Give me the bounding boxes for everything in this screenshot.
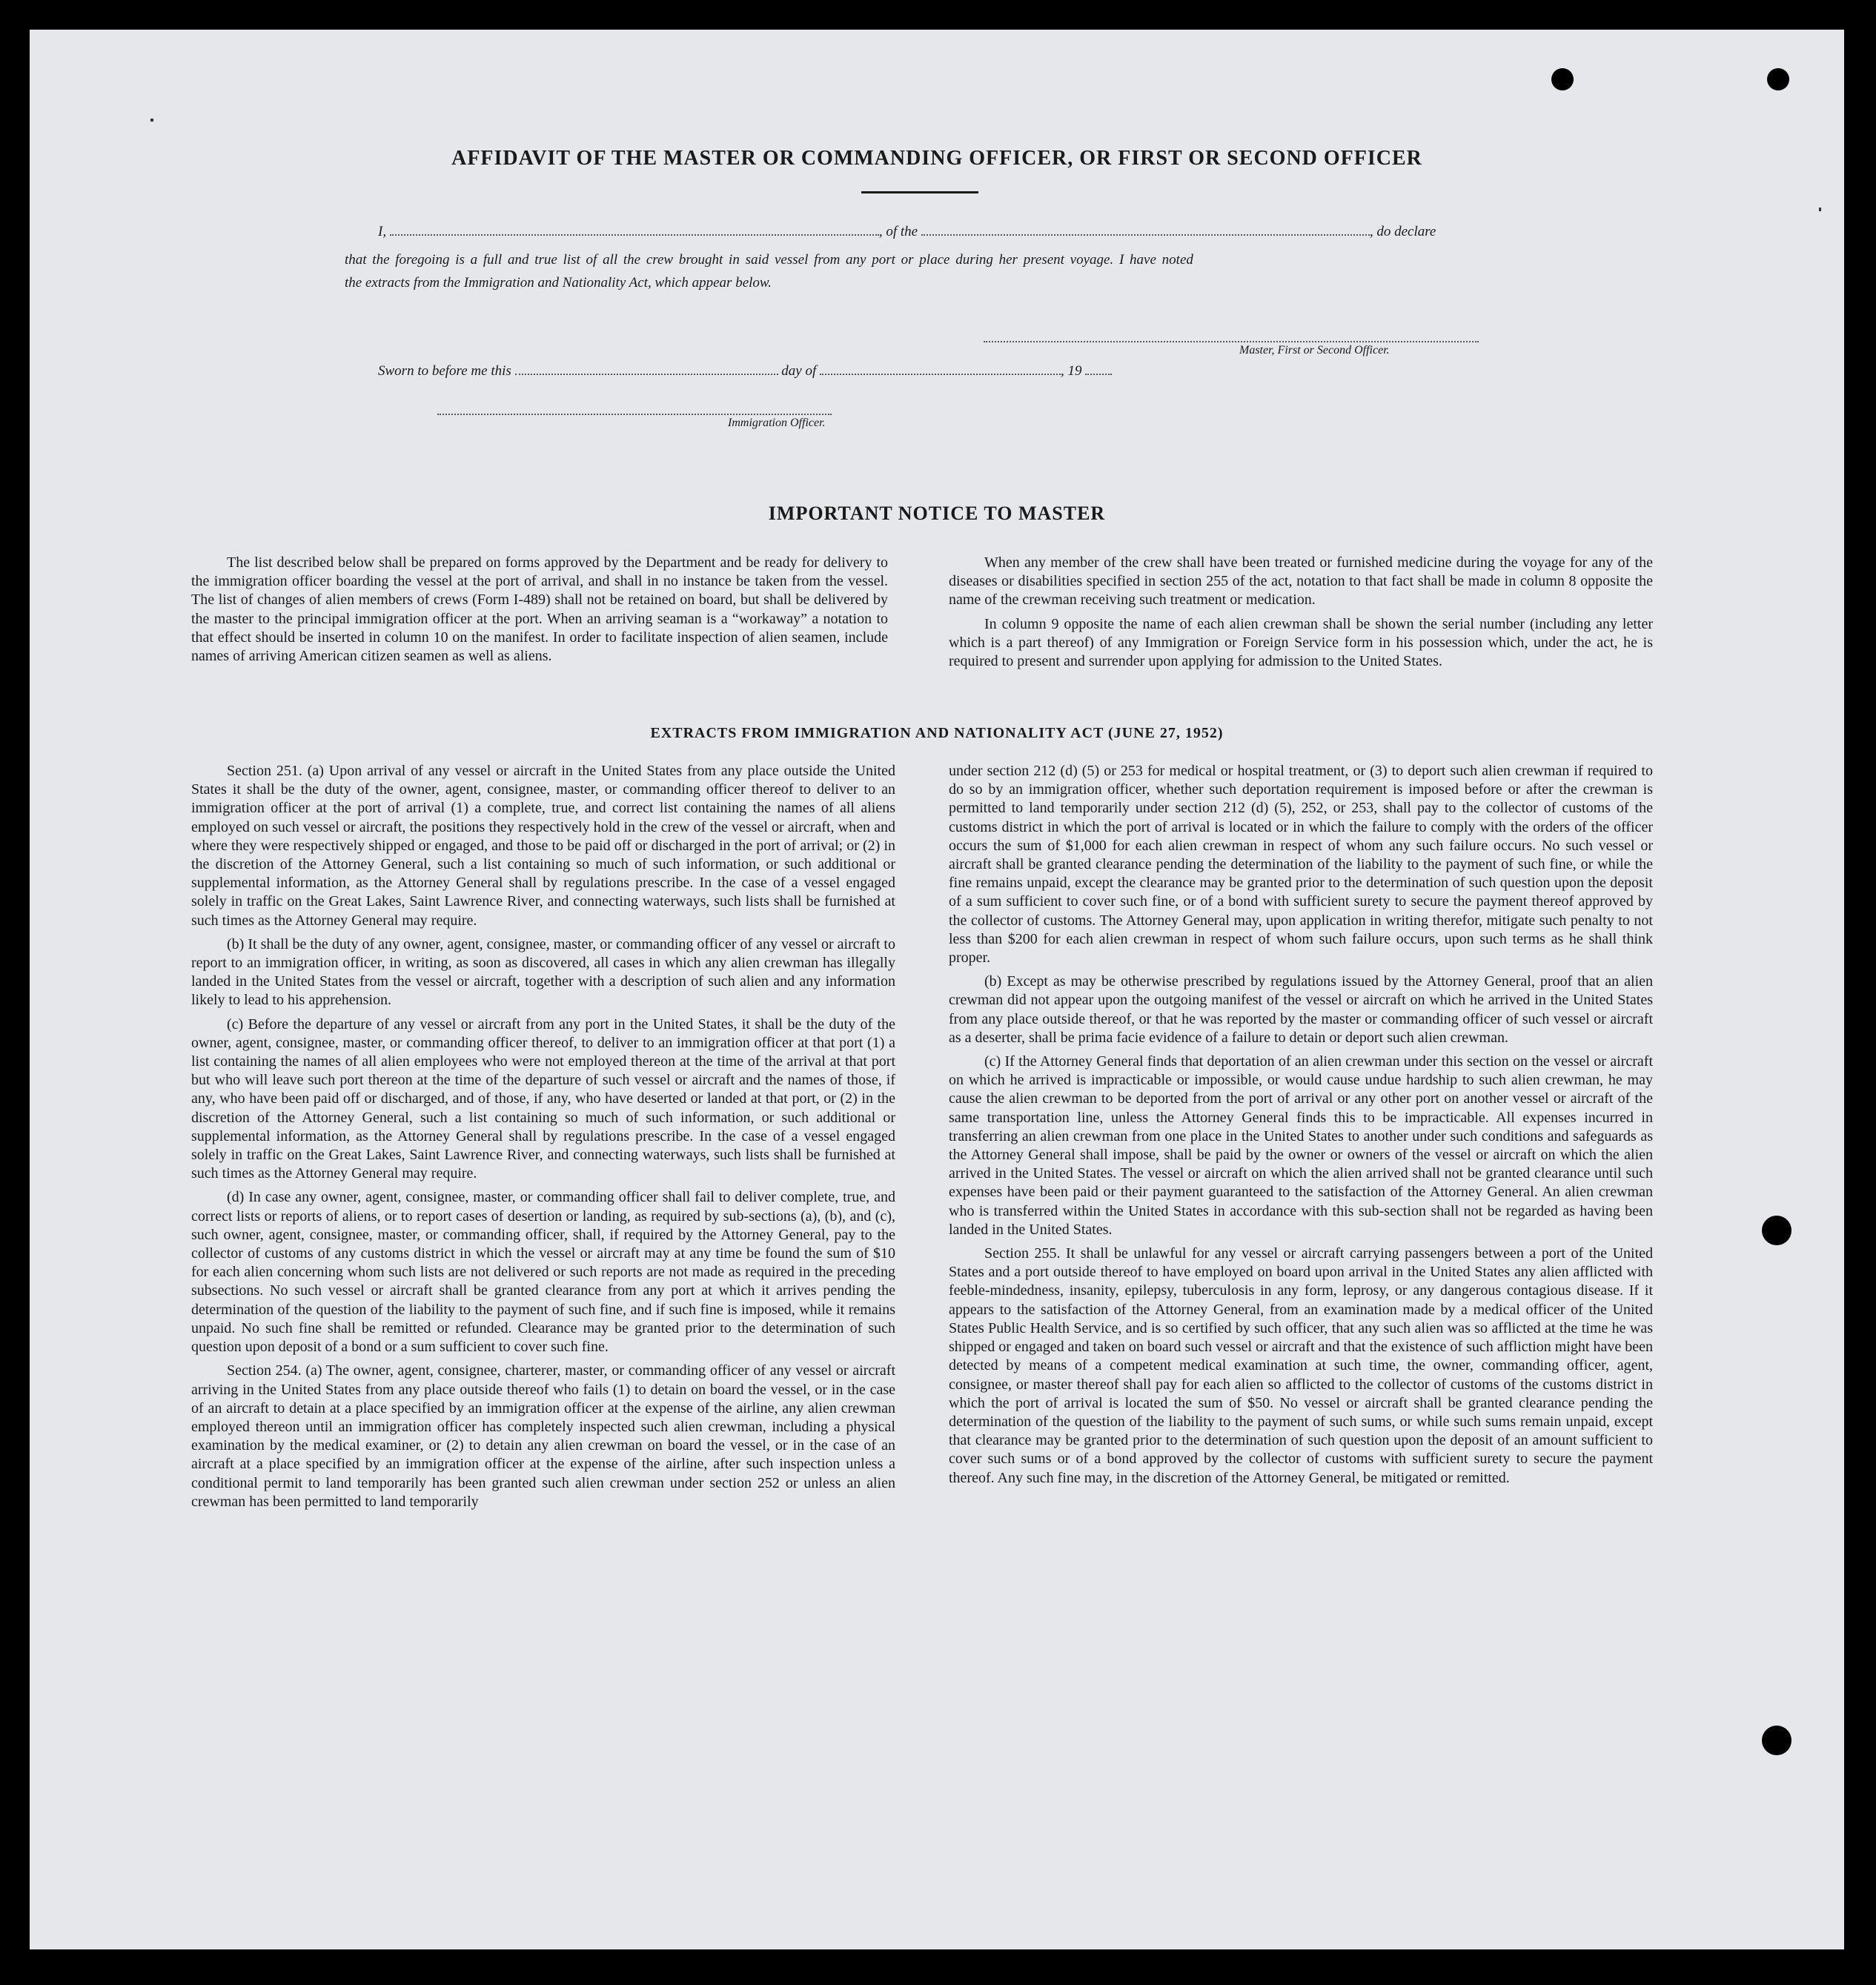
name-blank	[390, 224, 879, 236]
sworn-day-blank	[515, 363, 778, 375]
notice-right-paragraph: In column 9 opposite the name of each alien crewman shall be shown the serial number (including any letter which is a part thereof) of any Immigration or Foreign Service form in his possession which, under the act, he is required to present and surrender upon applying for admission to the United States.	[949, 615, 1653, 670]
sworn-month-blank	[820, 363, 1061, 375]
notice-right-column	[949, 554, 1653, 676]
affidavit-declare: , do declare	[1369, 224, 1436, 239]
document-page	[30, 30, 1844, 1949]
sworn-year-blank	[1085, 363, 1112, 375]
affidavit-line-2: that the foregoing is a full and true list of all the crew brought in said vessel from any port or place during her present voyage. I have noted	[345, 252, 1193, 268]
year-prefix: , 19	[1061, 363, 1082, 379]
scan-speck	[1819, 208, 1821, 211]
master-signature-line	[984, 341, 1479, 342]
extract-paragraph: under section 212 (d) (5) or 253 for medical or hospital treatment, or (3) to deport such alien crewman if required to do so by an immigration officer, whether such deportation requirement is imposed before or after the crewman is permitted to land temporarily under section 212 (d) (5), 252, or 253, shall pay to the collector of customs of the customs district in which the port of arrival is located or in which the failure to comply with the orders of the officer occurs the sum of $1,000 for each alien crewman in respect of whom any such failure occurs. No such vessel or aircraft shall be granted clearance pending the determination of the liability to the payment of such fine, or while the fine remains unpaid, except the clearance may be granted prior to the determination of such question upon the deposit of a sum sufficient to cover such fine, or of a bond with sufficient surety to secure the payment thereof approved by the collector of customs. The Attorney General may, upon application in writing therefor, mitigate such penalty to not less than $200 for each alien crewman in respect of whom such failure occurs, upon such terms as he shall think proper.	[949, 763, 1653, 967]
scan-speck	[150, 119, 153, 122]
affidavit-line-3: the extracts from the Immigration and Nationality Act, which appear below.	[345, 275, 772, 291]
notice-left-paragraph: The list described below shall be prepared on forms approved by the Department and be ready for delivery to the immigration officer boarding the vessel at the port of arrival, and shall in no instance be taken from the vessel. The list of changes of alien members of crews (Form I-489) shall not be retained on board, but shall be delivered by the master to the principal immigration officer at the port. When an arriving seaman is a “workaway” a notation to that effect should be inserted in column 10 on the manifest. In order to facilitate inspection of alien seamen, include names of arriving American citizen seamen as well as aliens.	[191, 554, 888, 665]
extract-paragraph: Section 251. (a) Upon arrival of any vessel or aircraft in the United States from any place outside the United States it shall be the duty of the owner, agent, consignee, master, or commanding officer thereof to deliver to an immigration officer at the port of arrival (1) a complete, true, and correct list containing the names of all aliens employed on such vessel or aircraft, the positions they respectively hold in the crew of the vessel or aircraft, when and where they were respectively shipped or engaged, and those to be paid off or discharged in the port of arrival; or (2) in the discretion of the Attorney General, such a list containing so much of such information, or such additional or supplemental information, as the Attorney General shall by regulations prescribe. In the case of a vessel engaged solely in traffic on the Great Lakes, Saint Lawrence River, and connecting waterways, such lists shall be furnished at such times as the Attorney General may require.	[191, 763, 895, 929]
affidavit-title: AFFIDAVIT OF THE MASTER OR COMMANDING OFFICER, OR FIRST OR SECOND OFFICER	[451, 147, 1422, 170]
extract-paragraph: Section 254. (a) The owner, agent, consignee, charterer, master, or commanding officer of any vessel or aircraft arriving in the United States from any place outside thereof who fails (1) to detain on board the vessel, or in the case of an aircraft to detain at a place specified by an immigration officer at the expense of the airline, any alien crewman employed thereon until an immigration officer has completely inspected such alien crewman, including a physical examination by the medical examiner, or (2) to detain any alien crewman on board the vessel, or in the case of an aircraft at a place specified by an immigration officer at the expense of the airline, after such inspection unless a conditional permit to land temporarily has been granted such alien crewman under section 252 or unless an alien crewman has been permitted to land temporarily	[191, 1362, 895, 1510]
sworn-line	[378, 363, 1112, 380]
vessel-blank	[921, 224, 1370, 236]
extract-paragraph: (c) If the Attorney General finds that deportation of an alien crewman under this section on the vessel or aircraft on which he arrived is impracticable or impossible, or would cause undue hardship to such alien crewman, he may cause the alien crewman to be deported from the port of arrival or any other port on another vessel or aircraft of the same transportation line, unless the Attorney General finds this to be impracticable. All expenses incurred in transferring an alien crewman from one place in the United States to another under such conditions and safeguards as the Attorney General shall impose, shall be paid by the owner or owners of the vessel or aircraft on which the alien arrived in the United States. The vessel or aircraft on which the alien arrived shall not be granted clearance until such expenses have been paid or their payment guaranteed to the satisfaction of the Attorney General. An alien crewman who is transferred within the United States in accordance with this sub-section shall not be regarded as having been landed in the United States.	[949, 1053, 1653, 1238]
master-signature-caption: Master, First or Second Officer.	[1239, 344, 1390, 357]
sworn-text: Sworn to before me this	[378, 363, 511, 379]
affidavit-of-the: , of the	[878, 224, 918, 239]
day-of-text: day of	[781, 363, 817, 379]
punch-hole	[1762, 1216, 1792, 1245]
punch-hole	[1762, 1726, 1792, 1755]
immigration-officer-line	[437, 414, 832, 415]
extracts-right-column	[949, 762, 1653, 1493]
extract-paragraph: (b) It shall be the duty of any owner, agent, consignee, master, or commanding officer of any vessel or aircraft to report to an immigration officer, in writing, as soon as discovered, all cases in which any alien crewman has illegally landed in the United States from the vessel or aircraft, together with a description of such alien and any information likely to lead to his apprehension.	[191, 935, 895, 1009]
punch-hole	[1551, 68, 1574, 90]
extract-paragraph: (c) Before the departure of any vessel or aircraft from any port in the United States, it shall be the duty of the owner, agent, consignee, master, or commanding officer thereof, to deliver to an immigration officer at that port (1) a list containing the names of all alien employees who were not employed thereon at the time of the arrival at that port but who will leave such port thereon at the time of the departure of such vessel or aircraft and the names of those, if any, who have been paid off or discharged, and of those, if any, who have deserted or landed at that port, or (2) in the discretion of the Attorney General, such a list containing so much of such information, or such additional or supplemental information, as the Attorney General shall by regulations prescribe. In the case of a vessel engaged solely in traffic on the Great Lakes, Saint Lawrence River, and connecting waterways, such lists shall be furnished at such times as the Attorney General may require.	[191, 1015, 895, 1182]
notice-right-paragraph: When any member of the crew shall have been treated or furnished medicine during the voyage for any of the diseases or disabilities specified in section 255 of the act, notation to that fact shall be made in column 8 opposite the name of the crewman receiving such treatment or medication.	[949, 554, 1653, 609]
extracts-left-column	[191, 762, 895, 1517]
affidavit-i: I,	[378, 224, 387, 239]
notice-title: IMPORTANT NOTICE TO MASTER	[768, 503, 1106, 524]
extract-paragraph: Section 255. It shall be unlawful for any vessel or aircraft carrying passengers between a port of the United States and a port outside thereof to have employed on board upon arrival in the United States any alien afflicted with feeble-mindedness, insanity, epilepsy, tuberculosis in any form, leprosy, or any dangerous contagious disease. If it appears to the satisfaction of the Attorney General, from an examination made by a medical officer of the United States Public Health Service, and is so certified by such officer, that any such alien was so afflicted at the time he was shipped or engaged and taken on board such vessel or aircraft and that the existence of such affliction might have been detected by means of a competent medical examination at such time, the owner, commanding officer, agent, consignee, or master thereof shall pay for each alien so afflicted to the collector of customs of the customs district in which the port of arrival is located the sum of $50. No vessel or aircraft shall be granted clearance pending the determination of the question of the liability to the payment of such sums, or while such sums remain unpaid, except that clearance may be granted prior to the determination of such question upon the deposit of an amount sufficient to cover such sums or of a bond approved by the collector of customs with sufficient surety to secure the payment thereof. Any such fine may, in the discretion of the Attorney General, be mitigated or remitted.	[949, 1245, 1653, 1486]
extract-paragraph: (b) Except as may be otherwise prescribed by regulations issued by the Attorney General, proof that an alien crewman did not appear upon the outgoing manifest of the vessel or aircraft on which he arrived in the United States from any place outside thereof, or that he was reported by the master or commanding officer of such vessel or aircraft as a deserter, shall be prima facie evidence of a failure to detain or deport such alien crewman.	[949, 973, 1653, 1046]
punch-hole	[1767, 68, 1789, 90]
title-rule	[861, 191, 978, 193]
extract-paragraph: (d) In case any owner, agent, consignee, master, or commanding officer shall fail to deliver complete, true, and correct lists or reports of aliens, or to report cases of desertion or landing, as required by sub-sections (a), (b), and (c), such owner, agent, consignee, master, or commanding officer, shall, if required by the Attorney General, pay to the collector of customs of any customs district in which the vessel or aircraft may at any time be found the sum of $10 for each alien concerning whom such lists are not delivered or such reports are not made as required in the preceding subsections. No such vessel or aircraft shall be granted clearance from any port at which it arrives pending the determination of the question of the liability to the payment of such fine, and if such fine is imposed, while it remains unpaid. No such fine shall be remitted or refunded. Clearance may be granted prior to the determination of such question upon deposit of a bond or a sum sufficient to cover such fine.	[191, 1189, 895, 1356]
affidavit-line-1	[378, 224, 1436, 240]
extracts-title: EXTRACTS FROM IMMIGRATION AND NATIONALITY ACT (JUNE 27, 1952)	[650, 725, 1224, 741]
immigration-officer-caption: Immigration Officer.	[728, 417, 826, 429]
notice-left-column	[191, 554, 888, 671]
